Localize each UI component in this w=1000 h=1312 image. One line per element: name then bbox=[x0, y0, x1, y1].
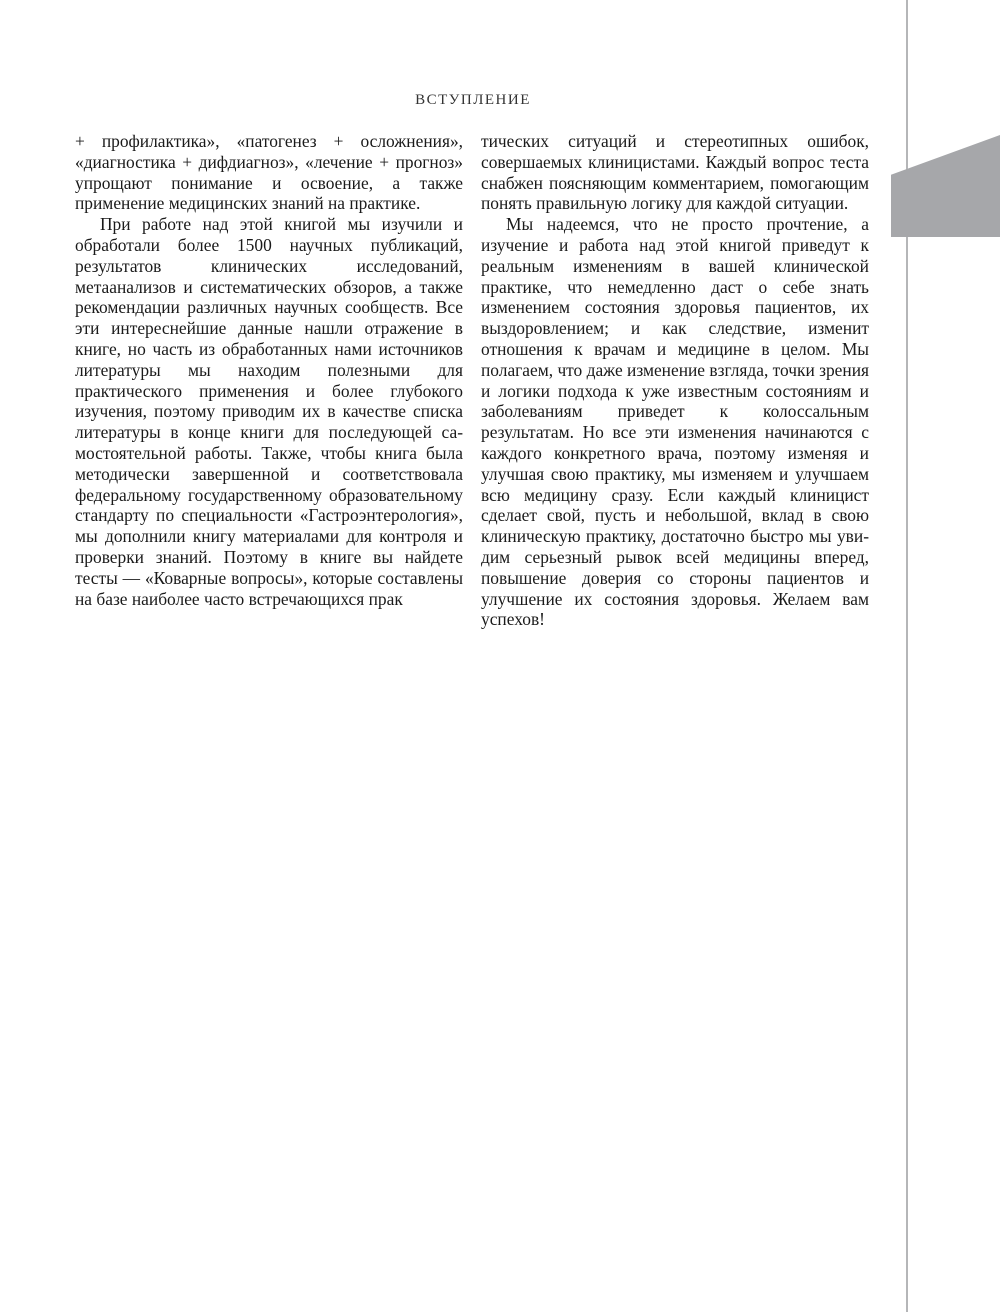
paragraph: При работе над этой книгой мы изучили и обработали более 1500 научных публикаций, результатов клинических исследований, метаанализов и систематических обзоров, а также рекомендации различных научных сообществ. Все эти интереснейшие данные нашли отражение в книге, но часть из обработанных нами источников литературы мы находим полезными для практического применения и более глубокого изучения, поэтому приводим их в качестве списка литературы в конце книги для последующей самостоятельной работы. Также, чтобы книга была методически завершенной и соответствовала федеральному государственному образовательному стандарту по специальности «Гастроэнтерология», мы дополнили книгу материалами для контроля и проверки знаний. Поэтому в книге вы найдете тесты — «Коварные вопросы», которые составлены на базе наиболее часто встречающихся прак bbox=[75, 214, 463, 609]
paragraph: Мы надеемся, что не просто прочтение, а изучение и работа над этой книгой приведут к реальным изменениям в вашей клинической практике, что немедленно даст о себе знать изменением состояния здоровья пациентов, их выздоровлением; и как следствие, изменит отношения к врачам и медицине в целом. Мы полагаем, что даже изменение взгляда, точки зрения и логики подхода к уже известным состояниям и заболеваниям приведет к колоссальным результатам. Но все эти изменения начинаются с каждого конкретного врача, поэтому изменяя и улучшая свою практику, мы изменяем и улучшаем всю медицину сразу. Если каждый клиницист сделает свой, пусть и небольшой, вклад в свою клиническую практику, достаточно быстро мы увидим серьезный рывок всей медицины вперед, повышение доверия со стороны пациентов и улучшение их состояния здоровья. Желаем вам успехов! bbox=[481, 214, 870, 630]
text-column-left bbox=[75, 131, 463, 609]
running-head: ВСТУПЛЕНИЕ bbox=[415, 92, 531, 108]
text-column-right bbox=[481, 131, 869, 630]
paragraph-continued: тических ситуаций и стереотипных ошибок, совершаемых клиницистами. Каждый вопрос теста снабжен поясняющим комментарием, помогающим понять правильную логику для каждой ситуации. bbox=[481, 131, 869, 214]
paragraph-continued: + профилактика», «патогенез + осложнения», «диагностика + дифдиагноз», «лечение + прогноз» упрощают понимание и освоение, а также применение медицинских знаний на практике. bbox=[75, 131, 463, 214]
